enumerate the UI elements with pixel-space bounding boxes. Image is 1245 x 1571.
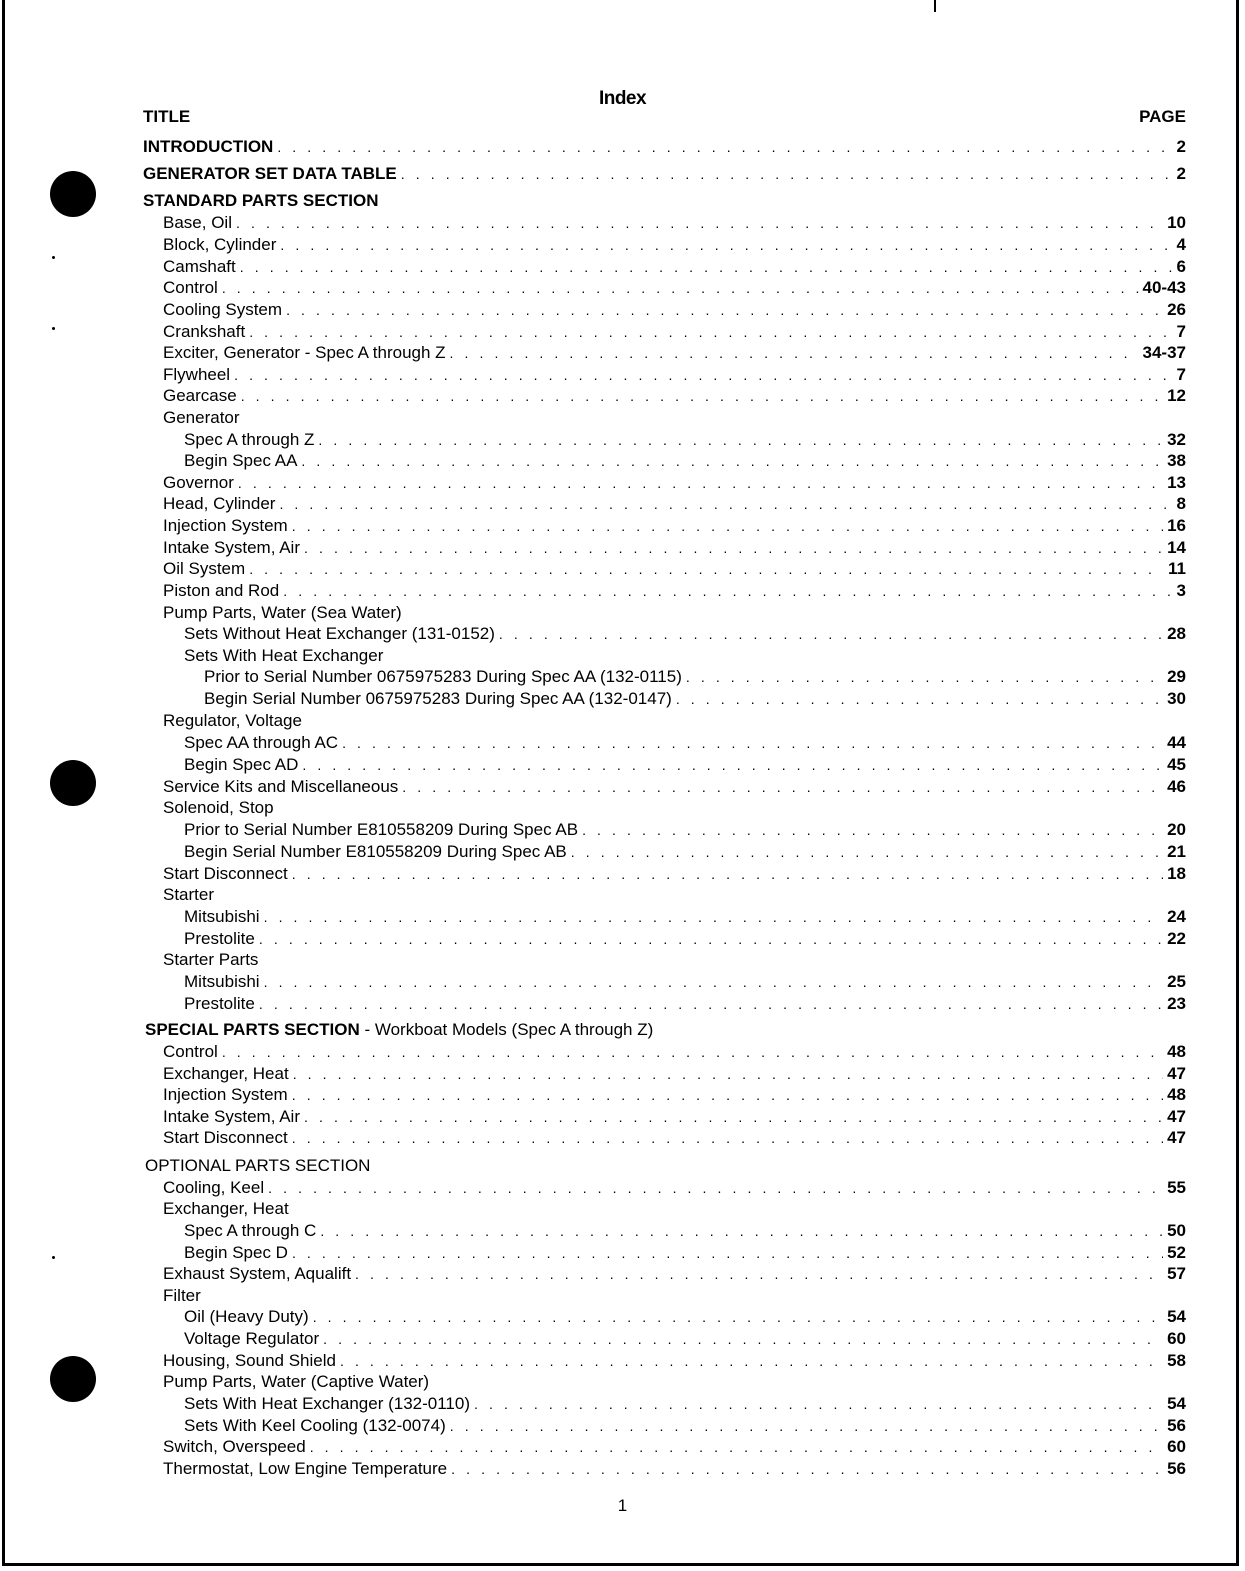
- entry-label: Sets With Heat Exchanger (132-0110): [184, 1394, 470, 1413]
- entry-page: 50: [1167, 1221, 1186, 1240]
- entry-page: 18: [1167, 864, 1186, 883]
- entry-page: 52: [1167, 1243, 1186, 1262]
- entry-label: Mitsubishi: [184, 907, 260, 926]
- entry-label: Service Kits and Miscellaneous: [163, 777, 399, 796]
- entry-label: Exhaust System, Aqualift: [163, 1264, 352, 1283]
- dot-leader: [318, 429, 1163, 451]
- index-entry[interactable]: [163, 277, 1186, 299]
- entry-label: Block, Cylinder: [163, 235, 277, 254]
- index-entry[interactable]: [163, 256, 1186, 278]
- entry-page: 22: [1167, 929, 1186, 948]
- dot-leader: [268, 1177, 1163, 1199]
- index-entry[interactable]: [163, 863, 1186, 885]
- dot-leader: [340, 1350, 1163, 1372]
- entry-page: 58: [1167, 1351, 1186, 1370]
- section-heading: [143, 190, 379, 212]
- entry-label: Sets Without Heat Exchanger (131-0152): [184, 624, 495, 643]
- index-entry[interactable]: [184, 450, 1186, 472]
- dot-leader: [292, 863, 1163, 885]
- entry-page: 24: [1167, 907, 1186, 926]
- group-heading: [163, 1198, 289, 1220]
- entry-label: Prestolite: [184, 994, 255, 1013]
- index-entry[interactable]: [163, 537, 1186, 559]
- entry-page: 45: [1167, 755, 1186, 774]
- index-entry[interactable]: [163, 1177, 1186, 1199]
- index-entry[interactable]: [163, 558, 1186, 580]
- dot-leader: [676, 688, 1163, 710]
- index-entry[interactable]: [163, 321, 1186, 343]
- dot-leader: [286, 299, 1163, 321]
- dot-leader: [222, 277, 1139, 299]
- dot-leader: [313, 1306, 1163, 1328]
- entry-page: 7: [1176, 365, 1186, 384]
- entry-label: Spec AA through AC: [184, 733, 339, 752]
- group-heading: [163, 407, 240, 429]
- entry-label: Oil (Heavy Duty): [184, 1307, 309, 1326]
- group-heading: [163, 949, 258, 971]
- entry-label: Gearcase: [163, 386, 237, 405]
- index-entry[interactable]: [163, 1436, 1186, 1458]
- entry-page: 54: [1167, 1394, 1186, 1413]
- dot-leader: [451, 1458, 1163, 1480]
- dot-leader: [283, 580, 1172, 602]
- entry-page: 14: [1167, 538, 1186, 557]
- dot-leader: [342, 732, 1163, 754]
- entry-page: 2: [1176, 164, 1186, 183]
- entry-page: 16: [1167, 516, 1186, 535]
- entry-label: SPECIAL PARTS SECTION: [145, 1020, 360, 1039]
- entry-label: Switch, Overspeed: [163, 1437, 306, 1456]
- entry-page: 32: [1167, 430, 1186, 449]
- entry-label: Filter: [163, 1286, 201, 1305]
- dot-leader: [474, 1393, 1163, 1415]
- entry-label: Exchanger, Heat: [163, 1064, 289, 1083]
- dot-leader: [320, 1220, 1163, 1242]
- entry-label: Sets With Heat Exchanger: [184, 646, 384, 665]
- entry-page: 34-37: [1142, 343, 1186, 362]
- entry-page: 46: [1167, 777, 1186, 796]
- scan-mark: [934, 0, 936, 12]
- index-entry[interactable]: [163, 1106, 1186, 1128]
- index-entry[interactable]: [163, 515, 1186, 537]
- dot-leader: [264, 906, 1163, 928]
- entry-label: Exciter, Generator - Spec A through Z: [163, 343, 446, 362]
- group-heading: [184, 645, 383, 667]
- dot-leader: [401, 163, 1173, 185]
- entry-label: Intake System, Air: [163, 1107, 300, 1126]
- entry-page: 12: [1167, 386, 1186, 405]
- index-entry[interactable]: [143, 163, 1186, 185]
- index-entry[interactable]: [163, 1084, 1186, 1106]
- index-entry[interactable]: [184, 1393, 1186, 1415]
- dot-leader: [292, 515, 1163, 537]
- dot-leader: [355, 1263, 1163, 1285]
- entry-page: 48: [1167, 1085, 1186, 1104]
- dot-leader: [222, 1041, 1163, 1063]
- entry-label: Voltage Regulator: [184, 1329, 320, 1348]
- entry-label: Control: [163, 278, 218, 297]
- entry-label: Start Disconnect: [163, 1128, 288, 1147]
- index-entry[interactable]: [184, 819, 1186, 841]
- index-entry[interactable]: [184, 754, 1186, 776]
- section-heading: [145, 1155, 370, 1177]
- entry-label: Base, Oil: [163, 213, 232, 232]
- entry-label: Head, Cylinder: [163, 494, 276, 513]
- dot-leader: [238, 472, 1163, 494]
- index-entry[interactable]: [204, 688, 1186, 710]
- entry-page: 47: [1167, 1107, 1186, 1126]
- entry-label: Begin Serial Number E810558209 During Spec AB: [184, 842, 567, 861]
- entry-page: 10: [1167, 213, 1186, 232]
- entry-label: Pump Parts, Water (Captive Water): [163, 1372, 430, 1391]
- entry-page: 23: [1167, 994, 1186, 1013]
- entry-page: 56: [1167, 1459, 1186, 1478]
- dot-leader: [249, 558, 1164, 580]
- entry-label: Cooling, Keel: [163, 1178, 265, 1197]
- dot-leader: [280, 234, 1172, 256]
- entry-label: Oil System: [163, 559, 246, 578]
- entry-label: Starter: [163, 885, 215, 904]
- index-entry[interactable]: [163, 776, 1186, 798]
- index-entry[interactable]: [184, 1328, 1186, 1350]
- entry-label: OPTIONAL PARTS SECTION: [145, 1156, 371, 1175]
- group-heading: [163, 710, 302, 732]
- index-entry[interactable]: [163, 212, 1186, 234]
- index-entry[interactable]: [163, 493, 1186, 515]
- entry-page: 55: [1167, 1178, 1186, 1197]
- index-entry[interactable]: [143, 136, 1186, 158]
- entry-page: 38: [1167, 451, 1186, 470]
- entry-label: Sets With Keel Cooling (132-0074): [184, 1416, 446, 1435]
- dot-leader: [236, 212, 1163, 234]
- dot-leader: [301, 450, 1163, 472]
- entry-label: Cooling System: [163, 300, 283, 319]
- entry-label: Prior to Serial Number E810558209 During Spec AB: [184, 820, 579, 839]
- dot-leader: [292, 1242, 1163, 1264]
- dot-leader: [292, 1084, 1163, 1106]
- entry-label: Start Disconnect: [163, 864, 288, 883]
- entry-page: 3: [1176, 581, 1186, 600]
- dot-leader: [241, 385, 1163, 407]
- entry-page: 60: [1167, 1329, 1186, 1348]
- index-entry[interactable]: [163, 1350, 1186, 1372]
- entry-label: Prior to Serial Number 0675975283 During Spec AA (132-0115): [204, 667, 682, 686]
- dot-leader: [264, 971, 1163, 993]
- dot-leader: [686, 666, 1163, 688]
- entry-label: Control: [163, 1042, 218, 1061]
- index-entry[interactable]: [163, 299, 1186, 321]
- dot-leader: [249, 321, 1172, 343]
- entry-label: Begin Serial Number 0675975283 During Spec AA (132-0147): [204, 689, 672, 708]
- scan-speck: [52, 1256, 55, 1259]
- entry-label: Spec A through C: [184, 1221, 317, 1240]
- entry-label: Begin Spec AD: [184, 755, 299, 774]
- entry-sublabel: - Workboat Models (Spec A through Z): [359, 1020, 654, 1039]
- entry-page: 21: [1167, 842, 1186, 861]
- page-number: 1: [617, 1496, 628, 1515]
- scan-speck: [52, 327, 55, 330]
- entry-label: Intake System, Air: [163, 538, 300, 557]
- dot-leader: [234, 364, 1172, 386]
- index-entry[interactable]: [163, 1127, 1186, 1149]
- entry-page: 28: [1167, 624, 1186, 643]
- index-entry[interactable]: [163, 472, 1186, 494]
- entry-label: Thermostat, Low Engine Temperature: [163, 1459, 448, 1478]
- entry-label: Regulator, Voltage: [163, 711, 302, 730]
- binder-hole: [50, 171, 96, 217]
- entry-label: Housing, Sound Shield: [163, 1351, 336, 1370]
- column-header-page: PAGE: [1139, 107, 1186, 126]
- entry-page: 7: [1176, 322, 1186, 341]
- entry-label: Camshaft: [163, 257, 236, 276]
- entry-page: 47: [1167, 1128, 1186, 1147]
- entry-page: 30: [1167, 689, 1186, 708]
- entry-label: Generator: [163, 408, 240, 427]
- group-heading: [163, 884, 214, 906]
- entry-page: 13: [1167, 473, 1186, 492]
- group-heading: [163, 1371, 429, 1393]
- entry-label: Exchanger, Heat: [163, 1199, 289, 1218]
- index-entry[interactable]: [163, 342, 1186, 364]
- dot-leader: [304, 537, 1163, 559]
- entry-label: Begin Spec D: [184, 1243, 288, 1262]
- dot-leader: [240, 256, 1173, 278]
- index-entry[interactable]: [163, 1263, 1186, 1285]
- entry-label: INTRODUCTION: [143, 137, 274, 156]
- entry-label: Begin Spec AA: [184, 451, 298, 470]
- dot-leader: [279, 493, 1172, 515]
- entry-label: Mitsubishi: [184, 972, 260, 991]
- dot-leader: [310, 1436, 1163, 1458]
- entry-page: 44: [1167, 733, 1186, 752]
- dot-leader: [402, 776, 1163, 798]
- page-title: Index: [598, 88, 647, 109]
- index-entry[interactable]: [184, 429, 1186, 451]
- index-entry[interactable]: [184, 1415, 1186, 1437]
- entry-page: 2: [1176, 137, 1186, 156]
- dot-leader: [499, 623, 1163, 645]
- dot-leader: [259, 993, 1163, 1015]
- dot-leader: [304, 1106, 1163, 1128]
- entry-label: GENERATOR SET DATA TABLE: [143, 164, 397, 183]
- dot-leader: [259, 928, 1163, 950]
- index-entry[interactable]: [163, 385, 1186, 407]
- index-entry[interactable]: [184, 623, 1186, 645]
- index-entry[interactable]: [184, 1242, 1186, 1264]
- dot-leader: [323, 1328, 1163, 1350]
- group-heading: [163, 797, 274, 819]
- entry-page: 29: [1167, 667, 1186, 686]
- entry-label: Crankshaft: [163, 322, 246, 341]
- binder-hole: [50, 1356, 96, 1402]
- index-entry[interactable]: [184, 971, 1186, 993]
- entry-page: 48: [1167, 1042, 1186, 1061]
- entry-page: 54: [1167, 1307, 1186, 1326]
- entry-page: 20: [1167, 820, 1186, 839]
- index-entry[interactable]: [163, 1041, 1186, 1063]
- entry-page: 8: [1176, 494, 1186, 513]
- group-heading: [163, 1285, 201, 1307]
- entry-page: 40-43: [1142, 278, 1186, 297]
- scan-speck: [52, 256, 55, 259]
- entry-label: Piston and Rod: [163, 581, 280, 600]
- dot-leader: [292, 1127, 1163, 1149]
- entry-page: 11: [1168, 559, 1186, 578]
- dot-leader: [450, 1415, 1163, 1437]
- entry-label: Spec A through Z: [184, 430, 315, 449]
- index-entry[interactable]: [184, 1306, 1186, 1328]
- entry-label: Prestolite: [184, 929, 255, 948]
- dot-leader: [302, 754, 1163, 776]
- index-entry[interactable]: [184, 928, 1186, 950]
- entry-label: STANDARD PARTS SECTION: [143, 191, 379, 210]
- binder-hole: [50, 760, 96, 806]
- entry-page: 25: [1167, 972, 1186, 991]
- index-entry[interactable]: [163, 364, 1186, 386]
- entry-label: Governor: [163, 473, 234, 492]
- index-entry[interactable]: [184, 732, 1186, 754]
- entry-page: 6: [1176, 257, 1186, 276]
- entry-label: Injection System: [163, 516, 288, 535]
- entry-page: 4: [1176, 235, 1186, 254]
- entry-page: 60: [1167, 1437, 1186, 1456]
- entry-label: Solenoid, Stop: [163, 798, 274, 817]
- dot-leader: [293, 1063, 1163, 1085]
- entry-page: 26: [1167, 300, 1186, 319]
- index-entry[interactable]: [163, 234, 1186, 256]
- index-entry[interactable]: [184, 993, 1186, 1015]
- dot-leader: [450, 342, 1139, 364]
- entry-page: 57: [1167, 1264, 1186, 1283]
- index-entry[interactable]: [184, 906, 1186, 928]
- dot-leader: [571, 841, 1163, 863]
- entry-label: Starter Parts: [163, 950, 259, 969]
- dot-leader: [582, 819, 1163, 841]
- index-entry[interactable]: [163, 1063, 1186, 1085]
- index-entry[interactable]: [163, 1458, 1186, 1480]
- index-entry[interactable]: [184, 1220, 1186, 1242]
- section-heading: [145, 1019, 653, 1041]
- dot-leader: [277, 136, 1172, 158]
- entry-label: Flywheel: [163, 365, 231, 384]
- entry-page: 56: [1167, 1416, 1186, 1435]
- index-entry[interactable]: [204, 666, 1186, 688]
- entry-label: Injection System: [163, 1085, 288, 1104]
- column-header-title: TITLE: [143, 107, 191, 126]
- group-heading: [163, 602, 402, 624]
- index-entry[interactable]: [163, 580, 1186, 602]
- index-entry[interactable]: [184, 841, 1186, 863]
- entry-page: 47: [1167, 1064, 1186, 1083]
- entry-label: Pump Parts, Water (Sea Water): [163, 603, 402, 622]
